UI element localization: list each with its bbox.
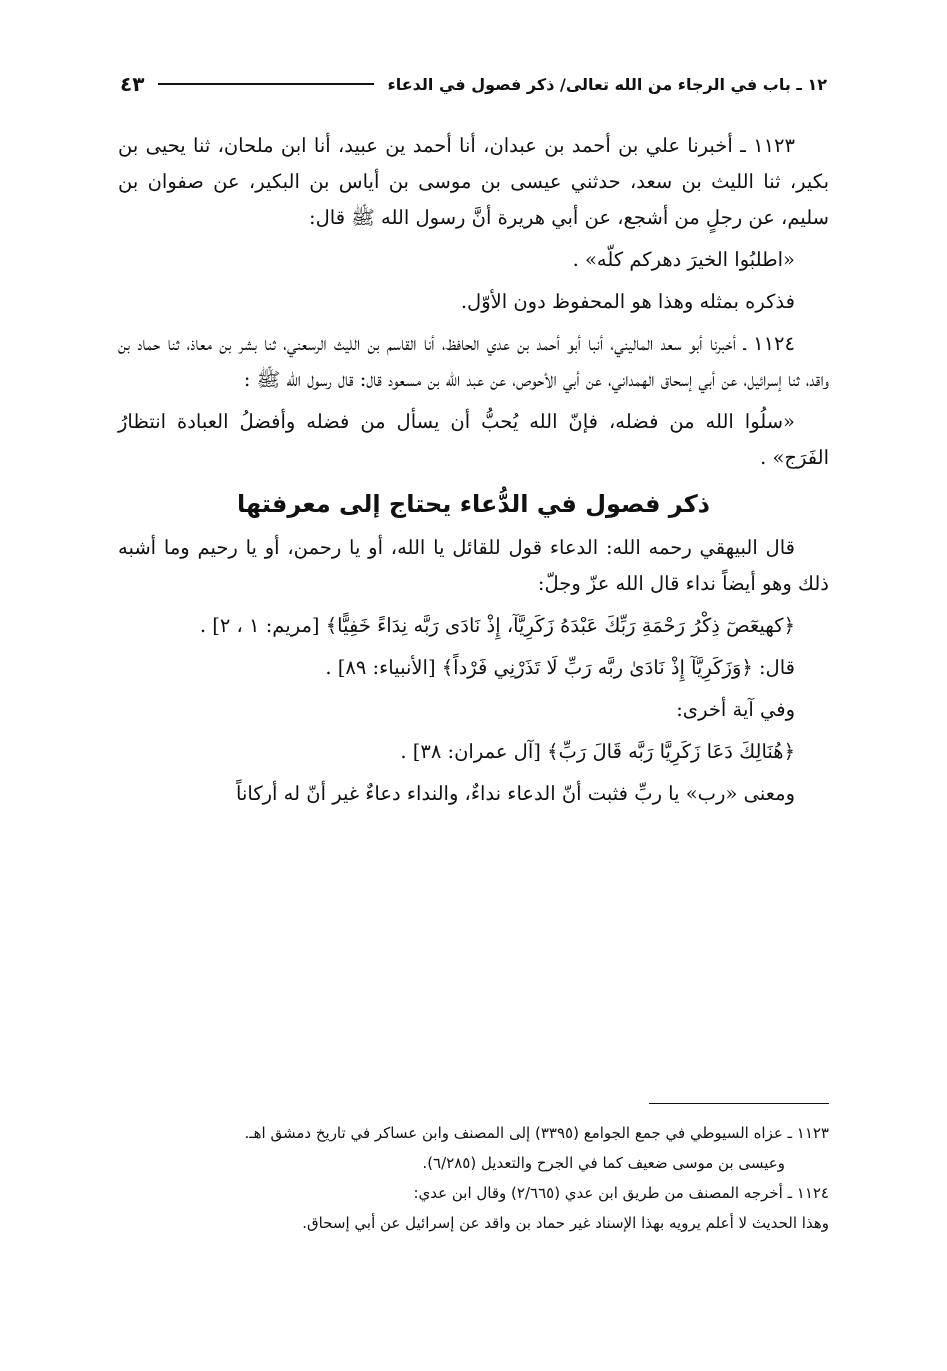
running-title: ١٢ ـ باب في الرجاء من الله تعالى/ ذكر فصول في الدعاء xyxy=(387,74,827,94)
running-header xyxy=(120,68,827,100)
footnote-rule xyxy=(649,1103,829,1104)
footnote-1123-cont: وعيسى بن موسى ضعيف كما في الجرح والتعديل (٦/٢٨٥). xyxy=(422,1154,785,1172)
footnote-1124-cont: وهذا الحديث لا أعلم يرويه بهذا الإسناد غير حماد بن واقد عن إسرائيل عن أبي إسحاق. xyxy=(302,1214,829,1232)
footnotes xyxy=(118,1120,829,1240)
quran-anbiya: قال: ﴿وَزَكَرِيَّآ إِذْ نَادَىٰ ربَّه رَبِّ لَا تَذَرْنِي فَرْداً﴾ [الأنبياء: ٨٩] . xyxy=(325,656,795,679)
header-rule xyxy=(158,83,373,85)
footnote-1123: ١١٢٣ ـ عزاه السيوطي في جمع الجوامع (٣٣٩٥) إلى المصنف وابن عساكر في تاريخ دمشق اهـ. xyxy=(244,1124,829,1142)
section-heading: ذكر فصول في الدُّعاء يحتاج إلى معرفتها xyxy=(237,490,710,518)
hadith-1123: ١١٢٣ ـ أخبرنا علي بن أحمد بن عبدان، أنا أحمد ين عبيد، أنا ابن ملحان، ثنا يحيى بن بكير، ثنا الليث بن سعد، حدثني عيسى بن موسى بن أياس بن البكير، عن صفوان بن سليم، عن رجلٍ من أشجع، عن أبي هريرة أنَّ رسول الله ﷺ قال: xyxy=(118,134,829,229)
paragraph-another-verse: وفي آية أخرى: xyxy=(676,698,795,721)
page-number: ٤٣ xyxy=(120,72,145,96)
footnote-1124: ١١٢٤ ـ أخرجه المصنف من طريق ابن عدي (٢/٦٦٥) وقال ابن عدي: xyxy=(413,1184,829,1202)
quran-maryam: ﴿كهيعٓصٓ ذِكْرُ رَحْمَةِ رَبِّكَ عَبْدَهُ زَكَرِيَّآ، إِذْ نَادَى رَبَّه نِدَاءً خَفِيًّا﴾ [مريم: ١ ، ٢] . xyxy=(199,614,795,637)
quran-al-imran: ﴿هُنَالِكَ دَعَا زَكَرِيَّا رَبَّه قَالَ رَبِّ﴾ [آل عمران: ٣٨] . xyxy=(400,740,795,763)
hadith-1124-matn: «سلُوا الله من فضله، فإنّ الله يُحبُّ أن يسأل من فضله وأفضلُ العبادة انتظارُ الفَرَج» . xyxy=(118,410,829,469)
paragraph-meaning: ومعنى «رب» يا ربِّ فثبت أنّ الدعاء نداءٌ، والنداء دعاءٌ غير أنّ له أركاناً xyxy=(236,782,795,805)
main-text xyxy=(118,128,829,818)
hadith-1123-matn: «اطلبُوا الخيرَ دهركم كلّه» . xyxy=(572,248,795,271)
paragraph-bayhaqi: قال البيهقي رحمه الله: الدعاء قول للقائل يا الله، أو يا رحمن، أو يا رحيم وما أشبه ذلك وهو أيضاً نداء قال الله عزّ وجلّ: xyxy=(118,536,829,595)
hadith-1123-note: فذكره بمثله وهذا هو المحفوظ دون الأوّل. xyxy=(460,290,795,313)
hadith-1124: ١١٢٤ ـ أخبرنا أبو سعد الماليني، أنبا أبو أحمد بن عدي الحافظ، أنا القاسم بن الليث الرسعني، ثنا بشر بن معاذ، ثنا حماد بن واقد، ثنا إسرائيل، عن أبي إسحاق الهمداني، عن أبي الأحوص، عن عبد الله بن مسعود قال: قال رسول الله ﷺ : xyxy=(118,332,829,391)
